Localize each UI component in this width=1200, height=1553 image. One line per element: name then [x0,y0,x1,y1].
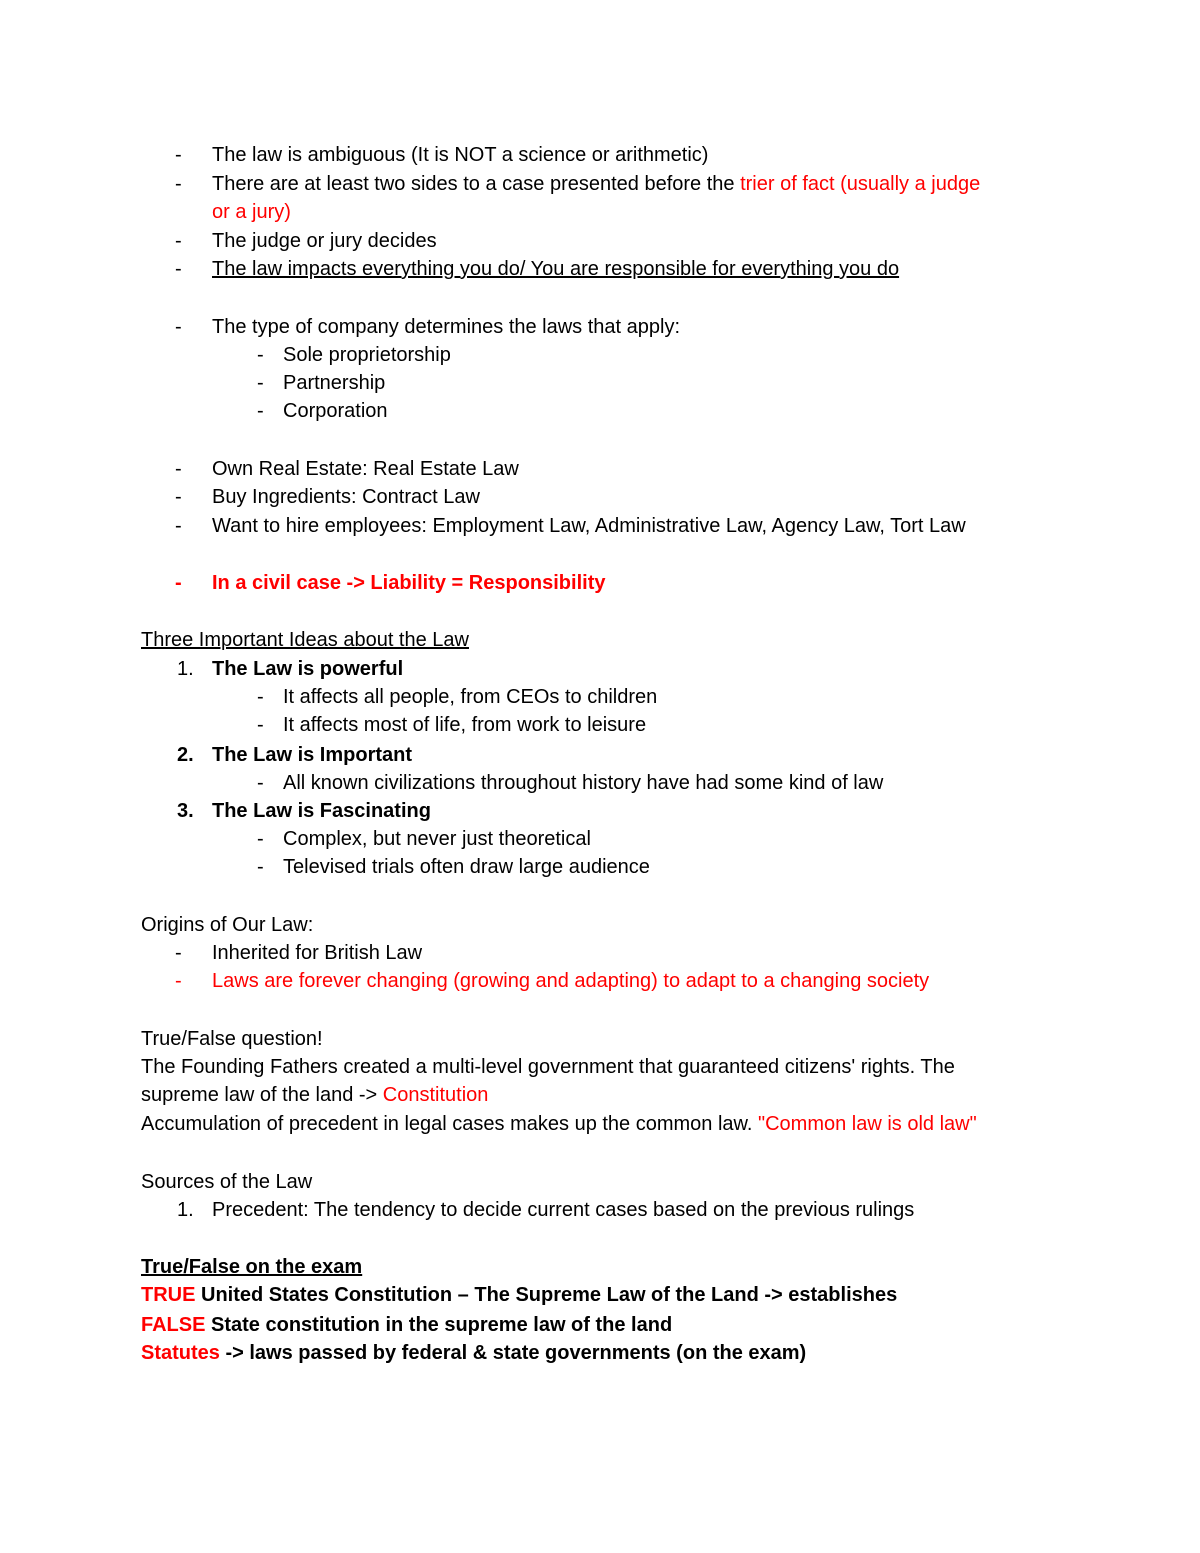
idea-detail: All known civilizations throughout history have had some kind of law [283,772,884,794]
trier-of-fact-highlight: trier of fact (usually a judge [740,173,981,195]
bullet-dash: - [257,344,264,366]
bullet-dash: - [175,515,182,537]
tf-paragraph-line: supreme law of the land -> Constitution [141,1084,489,1106]
company-type-item: Partnership [283,372,386,394]
origins-item: Laws are forever changing (growing and adapting) to adapt to a changing society [212,970,930,992]
exam-tag: FALSE [141,1314,206,1336]
bullet-dash: - [175,230,182,252]
idea-title: The Law is Fascinating [212,800,431,822]
law-area-item: Own Real Estate: Real Estate Law [212,458,519,480]
common-law-quote: "Common law is old law" [758,1113,977,1135]
sources-heading: Sources of the Law [141,1171,313,1193]
idea-title: The Law is powerful [212,658,404,680]
bullet-dash: - [175,458,182,480]
idea-title: The Law is Important [212,744,413,766]
exam-tag: TRUE [141,1284,196,1306]
note-law-ambiguous: The law is ambiguous (It is NOT a science or arithmetic) [212,144,709,166]
company-type-item: Corporation [283,400,388,422]
bullet-dash: - [257,828,264,850]
bullet-dash: - [175,173,182,195]
bullet-dash: - [257,686,264,708]
tf-paragraph-line: Accumulation of precedent in legal cases makes up the common law. "Common law is old law" [141,1113,977,1135]
note-company-type: The type of company determines the laws that apply: [212,316,681,338]
exam-row: FALSE State constitution in the supreme law of the land [141,1314,673,1336]
list-number: 2. [177,744,194,766]
civil-case-note: In a civil case -> Liability = Responsibility [212,572,606,594]
tf-paragraph-line: The Founding Fathers created a multi-level government that guaranteed citizens' rights. The [141,1056,955,1078]
tf-question-heading: True/False question! [141,1028,323,1050]
idea-detail: It affects most of life, from work to leisure [283,714,647,736]
bullet-dash: - [175,144,182,166]
exam-row: Statutes -> laws passed by federal & state governments (on the exam) [141,1342,807,1364]
law-area-item: Want to hire employees: Employment Law, Administrative Law, Agency Law, Tort Law [212,515,966,537]
ideas-heading: Three Important Ideas about the Law [141,629,469,651]
note-judge-decides: The judge or jury decides [212,230,437,252]
note-law-impacts: The law impacts everything you do/ You are responsible for everything you do [212,258,900,280]
law-area-item: Buy Ingredients: Contract Law [212,486,480,508]
exam-row: TRUE United States Constitution – The Supreme Law of the Land -> establishes [141,1284,898,1306]
sources-item: Precedent: The tendency to decide current cases based on the previous rulings [212,1199,915,1221]
bullet-dash: - [175,316,182,338]
bullet-dash: - [257,372,264,394]
idea-detail: Televised trials often draw large audience [283,856,650,878]
idea-detail: It affects all people, from CEOs to children [283,686,658,708]
idea-detail: Complex, but never just theoretical [283,828,591,850]
note-two-sides: There are at least two sides to a case presented before the trier of fact (usually a judge [212,173,981,195]
list-number: 1. [177,1199,194,1221]
bullet-dash: - [175,258,182,280]
bullet-dash: - [175,486,182,508]
constitution-highlight: Constitution [382,1084,489,1106]
bullet-dash: - [257,714,264,736]
list-number: 3. [177,800,194,822]
company-type-item: Sole proprietorship [283,344,451,366]
note-two-sides-continued: or a jury) [212,201,291,223]
origins-item: Inherited for British Law [212,942,423,964]
bullet-dash: - [175,970,182,992]
exam-tag: Statutes [141,1342,220,1364]
bullet-dash: - [175,942,182,964]
origins-heading: Origins of Our Law: [141,914,314,936]
bullet-dash: - [257,772,264,794]
bullet-dash: - [257,400,264,422]
exam-heading: True/False on the exam [141,1256,363,1278]
list-number: 1. [177,658,194,680]
bullet-dash: - [175,572,182,594]
bullet-dash: - [257,856,264,878]
